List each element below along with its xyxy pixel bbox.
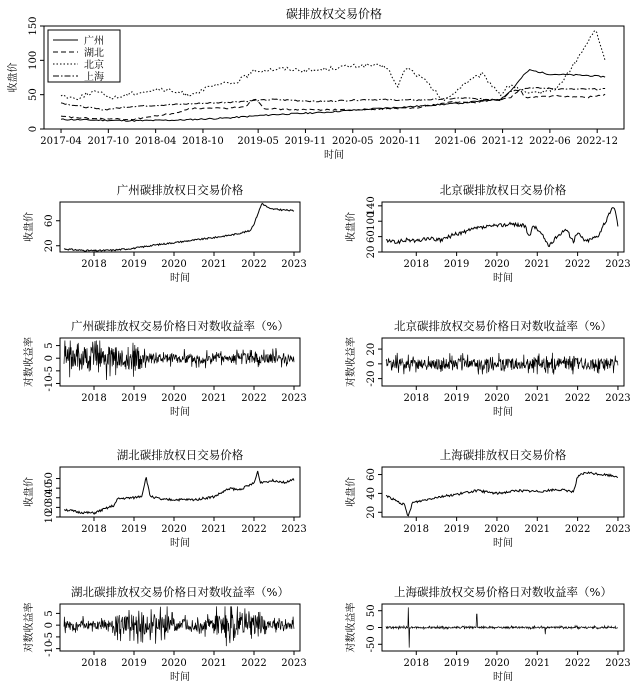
- y-axis-label: 收盘价: [346, 212, 357, 242]
- x-axis-label: 时间: [170, 672, 190, 683]
- x-tick-label: 2022: [241, 393, 267, 404]
- x-tick-label: 2020: [484, 393, 510, 404]
- y-tick-label: 0: [44, 355, 55, 362]
- y-tick-label: 0: [28, 125, 39, 133]
- return-line-gz_ret: [64, 341, 294, 381]
- y-tick-label: 100: [366, 211, 377, 231]
- x-axis-label: 时间: [170, 273, 190, 284]
- y-tick-label: -10: [44, 375, 55, 392]
- plot-frame: [60, 467, 300, 517]
- chart-title: 上海碳排放权交易价格日对数收益率（%）: [394, 585, 612, 599]
- x-tick-label: 2021: [201, 393, 227, 404]
- x-tick-label: 2019: [121, 658, 147, 669]
- chart-title: 广州碳排放权交易价格日对数收益率（%）: [71, 319, 289, 333]
- x-tick-label: 2019: [443, 658, 470, 669]
- price-line-hb_price: [64, 471, 294, 514]
- x-tick-label: 2020: [161, 259, 187, 270]
- legend-label-3: 上海: [84, 72, 104, 83]
- x-tick-label: 2018: [403, 524, 430, 535]
- y-tick-label: 30: [44, 491, 55, 505]
- x-tick-label: 2020-05: [331, 136, 374, 147]
- y-tick-label: 20: [44, 501, 55, 514]
- x-tick-label: 2019: [443, 259, 470, 270]
- y-axis-label: 收盘价: [24, 212, 35, 242]
- x-tick-label: 2023: [605, 259, 631, 270]
- x-tick-label: 2021: [201, 259, 227, 270]
- x-tick-label: 2020: [484, 658, 510, 669]
- x-tick-label: 2022: [564, 658, 591, 669]
- y-tick-label: 60: [44, 214, 55, 228]
- y-tick-label: -5: [44, 365, 55, 376]
- x-tick-label: 2019: [443, 393, 470, 404]
- y-tick-label: 20: [44, 239, 55, 253]
- x-axis-label: 时间: [324, 150, 344, 161]
- return-line-bj_ret: [386, 353, 618, 375]
- y-tick-label: 5: [44, 610, 55, 617]
- y-tick-label: 140: [366, 196, 377, 216]
- x-tick-label: 2021: [524, 658, 551, 669]
- x-tick-label: 2019: [443, 524, 470, 535]
- y-axis-label: 对数收益率: [346, 602, 357, 653]
- legend-label-2: 北京: [84, 60, 104, 71]
- y-tick-label: 40: [44, 481, 55, 495]
- y-tick-label: 40: [366, 487, 377, 500]
- return-line-hb_ret: [64, 606, 294, 646]
- x-tick-label: 2018: [81, 524, 107, 535]
- y-axis-label: 对数收益率: [346, 337, 357, 387]
- x-tick-label: 2021-12: [481, 136, 524, 147]
- x-tick-label: 2019: [121, 259, 147, 270]
- y-tick-label: 60: [366, 468, 377, 481]
- chart-title: 碳排放权交易价格: [285, 7, 383, 21]
- chart-title: 湖北碳排放权交易价格日对数收益率（%）: [71, 585, 289, 599]
- y-axis-label: 对数收益率: [24, 337, 35, 387]
- x-tick-label: 2023: [281, 259, 307, 270]
- series-line-1: [61, 90, 605, 120]
- legend-label-0: 广州: [84, 36, 104, 47]
- legend-label-1: 湖北: [84, 48, 104, 59]
- y-tick-label: 50: [44, 472, 55, 485]
- y-axis-label: 收盘价: [346, 477, 357, 507]
- x-tick-label: 2023: [605, 393, 631, 404]
- y-tick-label: -5: [44, 632, 55, 642]
- x-tick-label: 2021: [524, 259, 551, 270]
- x-tick-label: 2019: [121, 393, 147, 404]
- return-line-sh_ret: [386, 607, 618, 647]
- x-tick-label: 2018: [81, 393, 107, 404]
- y-tick-label: 5: [44, 342, 55, 349]
- price-line-gz_price: [64, 204, 294, 252]
- x-tick-label: 2022: [241, 658, 267, 669]
- x-tick-label: 2018-10: [182, 136, 224, 147]
- y-tick-label: 60: [366, 230, 377, 243]
- x-tick-label: 2021-06: [434, 136, 477, 147]
- x-tick-label: 2018-04: [134, 136, 177, 147]
- x-tick-label: 2018: [403, 393, 430, 404]
- y-tick-label: -20: [366, 370, 377, 387]
- x-tick-label: 2017-10: [87, 136, 130, 147]
- y-axis-label: 对数收益率: [24, 602, 35, 653]
- y-tick-label: 0: [366, 624, 377, 631]
- x-tick-label: 2022: [564, 524, 591, 535]
- x-axis-label: 时间: [170, 407, 190, 418]
- x-tick-label: 2022: [564, 393, 591, 404]
- chart-title: 湖北碳排放权日交易价格: [116, 448, 244, 462]
- x-tick-label: 2022-12: [576, 136, 618, 147]
- x-tick-label: 2023: [281, 658, 307, 669]
- plot-frame: [60, 202, 300, 252]
- x-tick-label: 2020: [484, 524, 510, 535]
- x-tick-label: 2021: [524, 524, 551, 535]
- x-axis-label: 时间: [493, 273, 513, 284]
- y-tick-label: 20: [366, 245, 377, 259]
- x-tick-label: 2020: [161, 524, 187, 535]
- x-tick-label: 2018: [403, 658, 430, 669]
- y-tick-label: 20: [366, 505, 377, 519]
- x-tick-label: 2021: [524, 393, 551, 404]
- y-tick-label: 50: [28, 88, 39, 102]
- chart-title: 上海碳排放权日交易价格: [439, 448, 567, 462]
- x-tick-label: 2019: [121, 524, 147, 535]
- y-tick-label: 10: [44, 510, 55, 524]
- y-tick-label: 0: [366, 360, 377, 368]
- x-tick-label: 2018: [403, 259, 430, 270]
- series-line-2: [61, 31, 605, 101]
- chart-title: 北京碳排放权交易价格日对数收益率（%）: [394, 319, 612, 333]
- x-tick-label: 2019-11: [284, 136, 327, 147]
- x-tick-label: 2020: [161, 658, 187, 669]
- x-tick-label: 2018: [81, 658, 107, 669]
- x-tick-label: 2019-05: [237, 136, 279, 147]
- x-axis-label: 时间: [493, 407, 513, 418]
- x-axis-label: 时间: [493, 672, 513, 683]
- price-line-bj_price: [386, 208, 618, 247]
- x-tick-label: 2022: [241, 524, 267, 535]
- x-tick-label: 2023: [281, 393, 307, 404]
- price-line-sh_price: [386, 472, 618, 516]
- x-tick-label: 2021: [201, 658, 227, 669]
- x-tick-label: 2023: [605, 524, 631, 535]
- chart-title: 北京碳排放权日交易价格: [439, 183, 567, 197]
- x-tick-label: 2022-06: [529, 136, 571, 147]
- x-tick-label: 2017-04: [40, 136, 82, 147]
- y-tick-label: 0: [44, 621, 55, 629]
- x-tick-label: 2020: [161, 393, 187, 404]
- x-tick-label: 2022: [241, 259, 267, 270]
- y-tick-label: 100: [28, 50, 39, 70]
- x-tick-label: 2021: [201, 524, 227, 535]
- x-tick-label: 2023: [281, 524, 307, 535]
- x-tick-label: 2020: [484, 259, 510, 270]
- series-line-3: [61, 88, 605, 111]
- y-tick-label: 20: [366, 342, 377, 356]
- x-tick-label: 2022: [564, 259, 591, 270]
- series-line-0: [61, 70, 605, 122]
- x-axis-label: 时间: [170, 538, 190, 549]
- x-tick-label: 2023: [605, 658, 631, 669]
- y-axis-label: 收盘价: [24, 477, 35, 507]
- chart-title: 广州碳排放权日交易价格: [116, 183, 244, 197]
- x-axis-label: 时间: [493, 538, 513, 549]
- y-tick-label: 50: [366, 604, 377, 618]
- x-tick-label: 2020-11: [379, 136, 421, 147]
- y-tick-label: 150: [28, 16, 39, 36]
- x-tick-label: 2018: [81, 259, 107, 270]
- y-tick-label: -50: [366, 636, 377, 653]
- y-axis-label: 收盘价: [8, 62, 19, 93]
- plot-frame: [44, 26, 624, 129]
- y-tick-label: -10: [44, 640, 55, 657]
